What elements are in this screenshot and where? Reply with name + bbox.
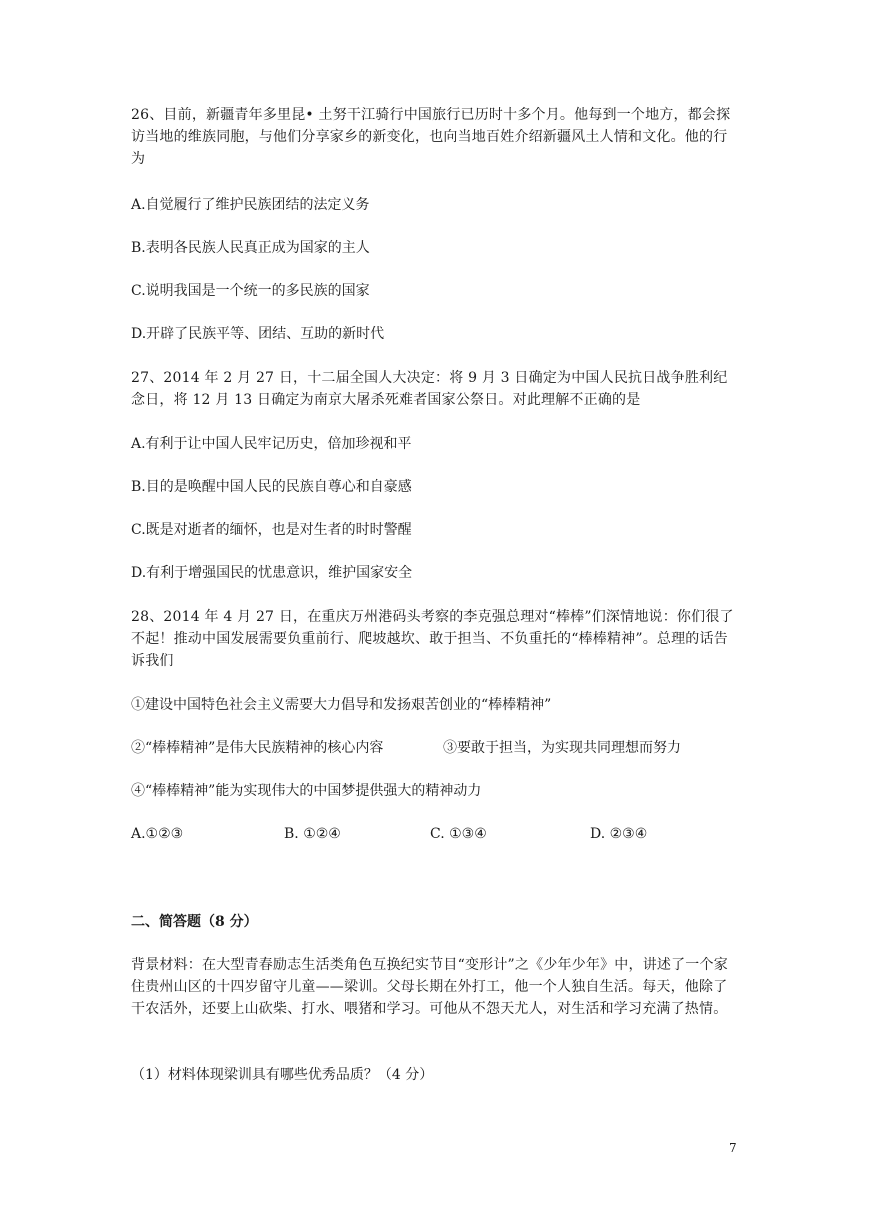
- q27-option-d: D.有利于增强国民的忧患意识，维护国家安全: [131, 565, 413, 581]
- page-number: 7: [729, 1141, 737, 1155]
- q26-option-a: A.自觉履行了维护民族团结的法定义务: [131, 197, 370, 213]
- q28-statement-2: ②“棒棒精神”是伟大民族精神的核心内容: [131, 740, 384, 756]
- q26-option-b: B.表明各民族人民真正成为国家的主人: [131, 240, 370, 256]
- q28-stem: 28、2014 年 4 月 27 日，在重庆万州港码头考察的李克强总理对“棒棒”们深情地说：你们很了不起！推动中国发展需要负重前行、爬坡越坎、敢于担当、不负重托的“棒棒精神”。总理的话告诉我们: [131, 609, 734, 669]
- q27-stem: 27、2014 年 2 月 27 日，十二届全国人大决定：将 9 月 3 日确定为中国人民抗日战争胜利纪念日，将 12 月 13 日确定为南京大屠杀死难者国家公祭日。对此理解不正确的是: [131, 370, 728, 408]
- q28-option-a: A.①②③: [131, 826, 184, 842]
- section-heading: 二、简答题（8 分）: [131, 914, 258, 930]
- q26-option-d: D.开辟了民族平等、团结、互助的新时代: [131, 326, 385, 342]
- q26-stem: 26、目前，新疆青年多里昆• 土努干江骑行中国旅行已历时十多个月。他每到一个地方，都会探访当地的维族同胞，与他们分享家乡的新变化，也向当地百姓介绍新疆风土人情和文化。他的行为: [131, 107, 731, 167]
- q27-option-b: B.目的是唤醒中国人民的民族自尊心和自豪感: [131, 479, 412, 495]
- q27-option-c: C.既是对逝者的缅怀，也是对生者的时时警醒: [131, 522, 412, 538]
- q28-option-d: D. ②③④: [590, 826, 648, 842]
- q28-option-b: B. ①②④: [284, 826, 341, 842]
- sub-question-1: （1）材料体现梁训具有哪些优秀品质？（4 分）: [131, 1067, 434, 1083]
- q28-option-c: C. ①③④: [430, 826, 487, 842]
- q28-statement-1: ①建设中国特色社会主义需要大力倡导和发扬艰苦创业的“棒棒精神”: [131, 697, 552, 713]
- q26-option-c: C.说明我国是一个统一的多民族的国家: [131, 283, 370, 299]
- q28-statement-3: ③要敢于担当，为实现共同理想而努力: [443, 740, 681, 756]
- background-material: 背景材料：在大型青春励志生活类角色互换纪实节目“变形计”之《少年少年》中，讲述了一个家住贵州山区的十四岁留守儿童——梁训。父母长期在外打工，他一个人独自生活。每天，他除了干农活外，还要上山砍柴、打水、喂猪和学习。可他从不怨天尤人，对生活和学习充满了热情。: [131, 957, 728, 1017]
- q27-option-a: A.有利于让中国人民牢记历史，倍加珍视和平: [131, 436, 412, 452]
- q28-statement-4: ④“棒棒精神”能为实现伟大的中国梦提供强大的精神动力: [131, 783, 482, 799]
